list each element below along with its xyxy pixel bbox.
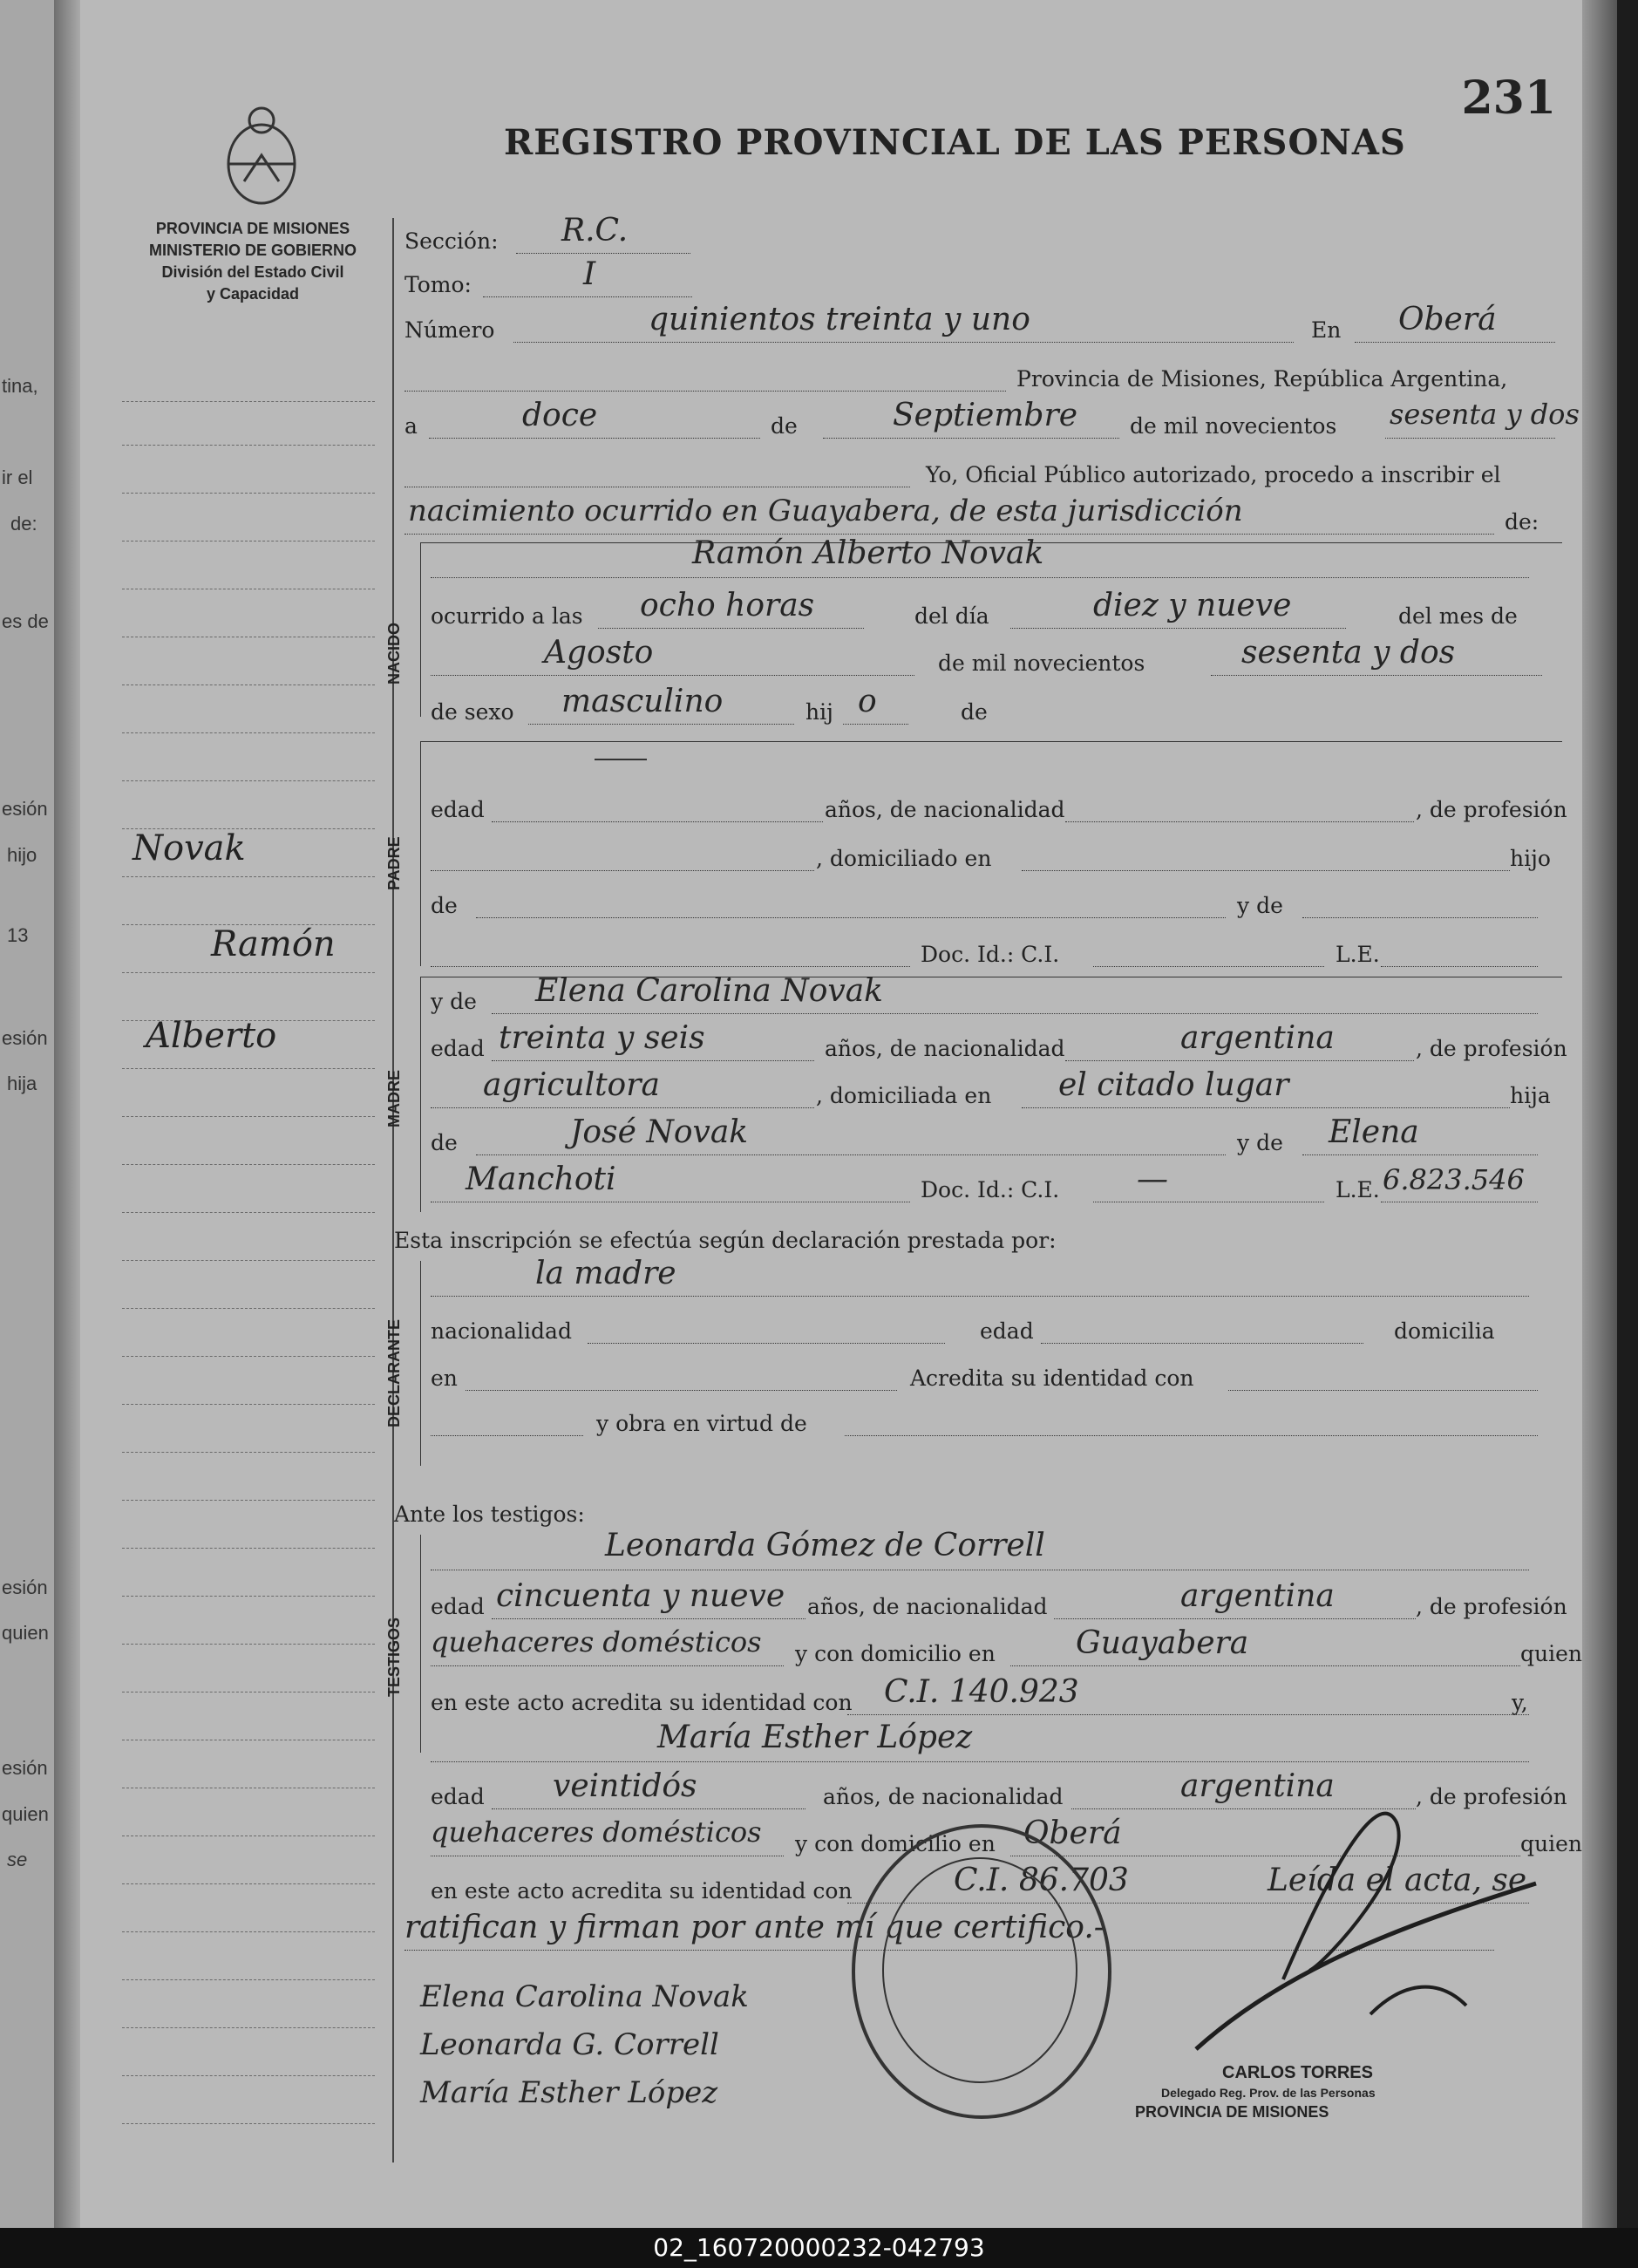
- declarante-edad-field: [1041, 1308, 1363, 1344]
- margin-fragment: se: [7, 1849, 28, 1870]
- declarante-nombre-row: [431, 1256, 1562, 1306]
- dia-value: doce: [522, 398, 598, 433]
- oficial-text: Yo, Oficial Público autorizado, procedo a inscribir el: [926, 462, 1501, 487]
- testigo2-prof-value: quehaceres domésticos: [431, 1815, 762, 1849]
- testigo1-doc-row: [431, 1674, 1562, 1725]
- padre-ci-field: [1093, 931, 1324, 967]
- madre-nac-label: años, de nacionalidad: [825, 1036, 1065, 1061]
- numero-row: [404, 302, 1562, 352]
- national-emblem-icon: [218, 103, 305, 208]
- margin-rule: [122, 1116, 375, 1117]
- margin-rule: [122, 1644, 375, 1645]
- madre-nombre-row: [431, 973, 1562, 1024]
- margin-fragment: es de: [2, 610, 49, 632]
- testigo1-nac-value: argentina: [1180, 1578, 1335, 1614]
- margin-rule: [122, 2075, 375, 2076]
- margin-rule: [122, 493, 375, 494]
- page-number: 231: [1461, 72, 1556, 125]
- margin-fragment: hija: [7, 1073, 37, 1094]
- testigo-y-label: y,: [1512, 1690, 1528, 1715]
- madre-madre-value: Elena: [1329, 1114, 1419, 1150]
- testigo1-domic-value: Guayabera: [1076, 1625, 1249, 1661]
- del-dia-label: del día: [914, 603, 989, 629]
- margin-fragment: 13: [7, 924, 29, 946]
- testigo-domic-label: y con domicilio en: [795, 1831, 996, 1856]
- nombre-row: [431, 535, 1562, 588]
- declarante-acredita-label: Acredita su identidad con: [910, 1366, 1194, 1391]
- blank-field: [404, 356, 1006, 392]
- madre-prof-label: , de profesión: [1416, 1036, 1567, 1061]
- sexo-value: masculino: [561, 684, 724, 719]
- margin-rule: [122, 1212, 375, 1213]
- margin-rule: [122, 1260, 375, 1261]
- declarante-obra-row: [431, 1400, 1562, 1446]
- margin-fragment: esión: [2, 1577, 48, 1598]
- padre-de-row: [431, 882, 1562, 928]
- testigo2-nombre-value: María Esther López: [657, 1720, 973, 1755]
- nombre-value: Ramón Alberto Novak: [692, 535, 1044, 571]
- firma-madre: Elena Carolina Novak: [420, 1979, 749, 2014]
- declarante-edad-label: edad: [980, 1318, 1034, 1344]
- padre-domic-field: [1022, 835, 1510, 871]
- margin-rule: [122, 1979, 375, 1980]
- seccion-value: R.C.: [561, 213, 629, 249]
- padre-domic-row: [431, 835, 1562, 881]
- testigo2-domic-value: Oberá: [1023, 1815, 1122, 1851]
- margin-rule: [122, 1883, 375, 1884]
- declarante-nac-label: nacionalidad: [431, 1318, 572, 1344]
- madre-doc-row: [431, 1161, 1562, 1212]
- declarante-en-row: [431, 1355, 1562, 1400]
- margin-rule: [122, 972, 375, 973]
- padre-yde-field: [1302, 882, 1538, 918]
- madre-doc-label: Doc. Id.: C.I.: [921, 1177, 1060, 1202]
- ocurrido-label: ocurrido a las: [431, 603, 583, 629]
- padre-edad-field: [492, 787, 823, 822]
- cierre-line1: Leída el acta, se: [1268, 1863, 1527, 1898]
- margin-rule: [122, 876, 375, 877]
- fecha-row: [404, 398, 1580, 448]
- padre-prof-field: [431, 835, 814, 871]
- madre-edad-row: [431, 1020, 1567, 1071]
- anio-nac-value: sesenta y dos: [1241, 635, 1456, 671]
- margin-fragment: esión: [2, 1027, 48, 1049]
- margin-rule: [122, 401, 375, 402]
- provincia-row: [404, 356, 1562, 401]
- de-colon-label: de:: [1505, 509, 1539, 535]
- madre-edad-value: treinta y seis: [499, 1020, 705, 1056]
- numero-label: Número: [404, 317, 495, 343]
- madre-ci-field: [1093, 1167, 1324, 1202]
- margin-rule: [122, 1308, 375, 1309]
- padre-de-label: de: [431, 893, 458, 918]
- margin-notes-column: [80, 201, 377, 2162]
- margin-fragment: quien: [2, 1622, 49, 1644]
- padre-edad-row: [431, 787, 1567, 832]
- margin-surname: Novak: [133, 828, 246, 868]
- seccion-label: Sección:: [404, 228, 499, 254]
- official-province: PROVINCIA DE MISIONES: [1135, 2103, 1329, 2121]
- testigo-nac-label: años, de nacionalidad: [807, 1594, 1048, 1619]
- testigo1-edad-row: [431, 1578, 1567, 1629]
- testigo2-nac-value: argentina: [1180, 1768, 1335, 1804]
- declarante-nombre-value: la madre: [535, 1256, 676, 1291]
- margin-fragment: tina,: [2, 375, 38, 397]
- tomo-row: [404, 256, 1562, 307]
- acto-value: nacimiento ocurrido en Guayabera, de esta jurisdicción: [408, 494, 1243, 528]
- padre-le-field: [1381, 931, 1538, 967]
- testigo1-prof-value: quehaceres domésticos: [431, 1625, 762, 1658]
- madre-nombre-value: Elena Carolina Novak: [535, 973, 883, 1009]
- declarante-en-field: [466, 1355, 897, 1391]
- margin-fragment: esión: [2, 798, 48, 820]
- nacido-tab: NACIDO: [385, 623, 403, 685]
- testigo1-doc-value: C.I. 140.923: [884, 1674, 1079, 1710]
- de-nac-label: de: [961, 699, 988, 725]
- padre-tab: PADRE: [385, 836, 403, 890]
- book-edge: [1582, 0, 1617, 2228]
- testigos-tab: TESTIGOS: [385, 1617, 403, 1697]
- padre-le-label: L.E.: [1336, 942, 1380, 967]
- testigo-acredita-label: en este acto acredita su identidad con: [431, 1878, 853, 1904]
- margin-rule: [122, 1548, 375, 1549]
- official-signature: [1179, 1753, 1545, 2067]
- margin-rule: [122, 1404, 375, 1405]
- seccion-row: [404, 213, 1562, 263]
- madre-yde2-label: y de: [1237, 1130, 1283, 1155]
- margin-fragment: ir el: [2, 467, 33, 488]
- declarante-nac-field: [588, 1308, 945, 1344]
- madre-padre-value: José Novak: [570, 1114, 749, 1150]
- madre-le-value: 6.823.546: [1383, 1163, 1525, 1196]
- declarante-blank-field: [431, 1400, 583, 1436]
- madre-domic-value: el citado lugar: [1058, 1067, 1289, 1103]
- ocurrido-row: [431, 588, 1562, 638]
- testigo-prof-label: , de profesión: [1416, 1784, 1567, 1809]
- margin-fragment: hijo: [7, 844, 37, 866]
- testigo1-domic-row: [431, 1625, 1582, 1676]
- oficial-row: [404, 452, 1562, 497]
- madre-domic-row: [431, 1067, 1562, 1118]
- provincia-text: Provincia de Misiones, República Argentina,: [1016, 366, 1508, 392]
- sexo-label: de sexo: [431, 699, 514, 725]
- blank-field: [404, 452, 910, 487]
- authority-province: PROVINCIA DE MISIONES: [155, 220, 350, 237]
- dia-nac-value: diez y nueve: [1093, 588, 1292, 623]
- padre-hijo-label: hijo: [1510, 846, 1551, 871]
- testigos-intro: Ante los testigos:: [394, 1502, 585, 1527]
- margin-rule: [122, 1500, 375, 1501]
- authority-capacity: y Capacidad: [206, 285, 300, 303]
- declaracion-text: Esta inscripción se efectúa según declaración prestada por:: [394, 1228, 1057, 1253]
- madre-prof-value: agricultora: [483, 1067, 660, 1103]
- book-binding: [54, 0, 80, 2228]
- madre-domic-label: , domiciliada en: [816, 1083, 992, 1108]
- authority-division: División del Estado Civil: [161, 263, 344, 281]
- mil-text: de mil novecientos: [1130, 413, 1337, 439]
- testigo-quien-label: quien: [1520, 1831, 1582, 1856]
- testigo2-doc-value: C.I. 86.703: [954, 1863, 1129, 1898]
- madre-apellido-value: Manchoti: [466, 1161, 616, 1197]
- padre-doc-label: Doc. Id.: C.I.: [921, 942, 1060, 967]
- testigo2-edad-value: veintidós: [553, 1768, 697, 1804]
- testigo1-nombre-row: [431, 1528, 1562, 1580]
- madre-yde-label: y de: [431, 989, 477, 1014]
- madre-edad-label: edad: [431, 1036, 485, 1061]
- en-value: Oberá: [1398, 302, 1497, 337]
- anio-value: sesenta y dos: [1390, 398, 1580, 431]
- a-label: a: [404, 413, 418, 439]
- firma-testigo1: Leonarda G. Correll: [420, 2027, 719, 2062]
- hij-label: hij: [805, 699, 833, 725]
- margin-rule: [122, 1164, 375, 1165]
- madre-hija-label: hija: [1510, 1083, 1551, 1108]
- margin-rule: [122, 445, 375, 446]
- margin-rule: [122, 1931, 375, 1932]
- official-title: Delegado Reg. Prov. de las Personas: [1161, 2086, 1376, 2100]
- authority-ministry: MINISTERIO DE GOBIERNO: [148, 242, 357, 259]
- registry-seal-inner: [882, 1857, 1077, 2083]
- hij-value: o: [858, 684, 877, 719]
- madre-de-label: de: [431, 1130, 458, 1155]
- declarante-nac-row: [431, 1308, 1562, 1353]
- margin-rule: [122, 2027, 375, 2028]
- blank-dash: [595, 759, 647, 760]
- testigo-quien-label: quien: [1520, 1641, 1582, 1666]
- document-title: REGISTRO PROVINCIAL DE LAS PERSONAS: [504, 122, 1406, 163]
- mes-value: Septiembre: [893, 398, 1077, 433]
- de-label: de: [771, 413, 798, 439]
- firma-testigo2: María Esther López: [420, 2075, 718, 2110]
- madre-nac-value: argentina: [1180, 1020, 1335, 1056]
- declarante-tab: DECLARANTE: [385, 1319, 403, 1427]
- madre-le-label: L.E.: [1336, 1177, 1380, 1202]
- mes-nac-row: [431, 635, 1562, 685]
- margin-rule: [122, 1596, 375, 1597]
- margin-rule: [122, 732, 375, 733]
- testigo-acredita-label: en este acto acredita su identidad con: [431, 1690, 853, 1715]
- margin-rule: [122, 2123, 375, 2124]
- tomo-value: I: [583, 256, 596, 292]
- padre-domic-label: , domiciliado en: [816, 846, 992, 871]
- mes-nac-value: Agosto: [544, 635, 654, 671]
- declarante-obra-field: [845, 1400, 1538, 1436]
- padre-nac-label: años, de nacionalidad: [825, 797, 1065, 822]
- previous-page-edge: [0, 0, 56, 2228]
- sexo-row: [431, 684, 1562, 734]
- margin-rule: [122, 1068, 375, 1069]
- testigo-prof-label: , de profesión: [1416, 1594, 1567, 1619]
- declarante-obra-label: y obra en virtud de: [596, 1411, 807, 1436]
- padre-yde-label: y de: [1237, 893, 1283, 918]
- declarante-acredita-field: [1228, 1355, 1538, 1391]
- cierre-line2: ratifican y firman por ante mí que certifico.-: [404, 1910, 1104, 1945]
- declarante-domic-label: domicilia: [1394, 1318, 1495, 1344]
- official-name: CARLOS TORRES: [1222, 2063, 1373, 2082]
- padre-edad-label: edad: [431, 797, 485, 822]
- padre-doc-row: [431, 931, 1562, 977]
- margin-fragment: de:: [10, 513, 37, 535]
- testigo-edad-label: edad: [431, 1784, 485, 1809]
- mes-nac-field: [431, 640, 914, 676]
- margin-first-name: Ramón: [211, 924, 336, 964]
- en-label: En: [1311, 317, 1342, 343]
- registration-form: [385, 213, 1582, 2162]
- margin-second-name: Alberto: [146, 1016, 277, 1056]
- testigo-domic-label: y con domicilio en: [795, 1641, 996, 1666]
- padre-nac-field: [1065, 787, 1414, 822]
- numero-value: quinientos treinta y uno: [649, 302, 1030, 337]
- margin-rule: [122, 1452, 375, 1453]
- margin-rule: [122, 780, 375, 781]
- madre-tab: MADRE: [385, 1070, 403, 1127]
- archive-code: 02_160720000232-042793: [0, 2228, 1638, 2268]
- del-mes-label: del mes de: [1398, 603, 1518, 629]
- declarante-en-label: en: [431, 1366, 458, 1391]
- mil-nac-label: de mil novecientos: [938, 650, 1145, 676]
- madre-ci-value: —: [1137, 1161, 1168, 1197]
- margin-fragment: esión: [2, 1757, 48, 1779]
- margin-rule: [122, 1356, 375, 1357]
- margin-fragment: quien: [2, 1803, 49, 1825]
- testigo-edad-label: edad: [431, 1594, 485, 1619]
- padre-de-field: [476, 882, 1226, 918]
- madre-de-row: [431, 1114, 1562, 1165]
- tomo-label: Tomo:: [404, 272, 472, 297]
- margin-rule: [122, 684, 375, 685]
- hora-value: ocho horas: [640, 588, 815, 623]
- testigo1-nombre-value: Leonarda Gómez de Correll: [605, 1528, 1045, 1563]
- testigo-nac-label: años, de nacionalidad: [823, 1784, 1064, 1809]
- padre-blank-field: [431, 931, 910, 967]
- testigo1-edad-value: cincuenta y nueve: [496, 1578, 785, 1614]
- padre-prof-label: , de profesión: [1416, 797, 1567, 822]
